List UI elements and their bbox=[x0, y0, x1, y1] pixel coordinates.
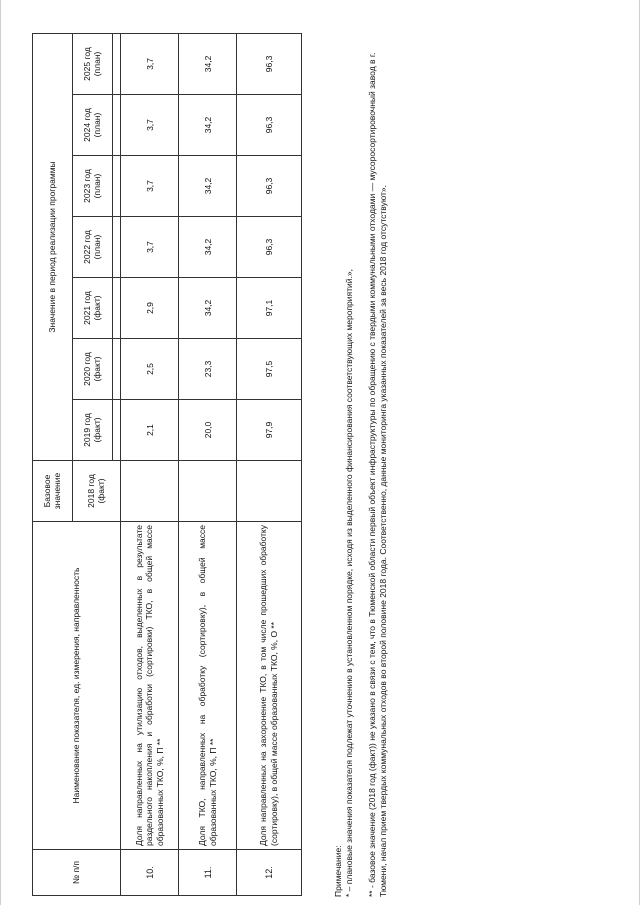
header-indicator-name: Наименование показателя, ед. измерения, направленность bbox=[33, 522, 121, 850]
header-year-2021: 2021 год (факт) bbox=[73, 278, 113, 339]
value-2018 bbox=[121, 461, 179, 522]
value-2022: 34,2 bbox=[179, 217, 237, 278]
value-2020: 97,5 bbox=[237, 339, 302, 400]
header-base-value: Базовое значение bbox=[33, 461, 73, 522]
value-2019: 97,9 bbox=[237, 400, 302, 461]
value-2020: 23,3 bbox=[179, 339, 237, 400]
value-2022: 3,7 bbox=[121, 217, 179, 278]
value-2023: 96,3 bbox=[237, 156, 302, 217]
header-year-2019: 2019 год (факт) bbox=[73, 400, 113, 461]
header-number: № п/п bbox=[33, 850, 121, 896]
value-2020: 2,5 bbox=[121, 339, 179, 400]
value-2019: 2,1 bbox=[121, 400, 179, 461]
footnote-base-value: ** - базовое значение (2018 год (факт)) не указано в связи с тем, что в Тюменской области первый объект инфраструктуры по обращению с твердыми коммунальными отходами — мусоросортировочный завод в г. Тюмени, начал прием твердых коммунальных отходов во второй половине 2018 года. Соответственно, данные мониторинга указанных показателей за весь 2018 год отсутствуют». bbox=[367, 52, 388, 897]
notes-title: Примечание: bbox=[333, 845, 343, 897]
header-year-2024: 2024 год (план) bbox=[73, 95, 113, 156]
value-2023: 3,7 bbox=[121, 156, 179, 217]
value-2025: 34,2 bbox=[179, 33, 237, 94]
row-number: 11. bbox=[179, 850, 237, 896]
value-2022: 96,3 bbox=[237, 217, 302, 278]
value-2025: 96,3 bbox=[237, 33, 302, 94]
header-year-2025: 2025 год (план) bbox=[73, 33, 113, 94]
value-2023: 34,2 bbox=[179, 156, 237, 217]
value-2024: 3,7 bbox=[121, 95, 179, 156]
footnote-plan-values: * – плановые значения показателя подлежат уточнению в установленном порядке, исходя из выделенного финансирования соответствующих мероприятий.», bbox=[343, 269, 354, 897]
indicator-name: Доля направленных на захоронение ТКО, в том числе прошедших обработку (сортировку), в общей массе образованных ТКО, %, О ** bbox=[237, 522, 302, 850]
header-program-period: Значение в период реализации программы bbox=[33, 33, 73, 460]
value-2025: 3,7 bbox=[121, 33, 179, 94]
notes-block bbox=[333, 37, 389, 897]
value-2018 bbox=[179, 461, 237, 522]
table-row bbox=[237, 33, 302, 895]
row-number: 10. bbox=[121, 850, 179, 896]
value-2024: 34,2 bbox=[179, 95, 237, 156]
header-year-2018: 2018 год (факт) bbox=[73, 461, 121, 522]
value-2021: 97,1 bbox=[237, 278, 302, 339]
value-2024: 96,3 bbox=[237, 95, 302, 156]
value-2018 bbox=[237, 461, 302, 522]
table-row bbox=[121, 33, 179, 895]
indicator-name: Доля направленных на утилизацию отходов, выделенных в результате раздельного накопления и обработки (сортировки) ТКО, в общей массе образованных ТКО, %, П ** bbox=[121, 522, 179, 850]
value-2021: 34,2 bbox=[179, 278, 237, 339]
header-year-2022: 2022 год (план) bbox=[73, 217, 113, 278]
header-year-2020: 2020 год (факт) bbox=[73, 339, 113, 400]
header-year-2023: 2023 год (план) bbox=[73, 156, 113, 217]
row-number: 12. bbox=[237, 850, 302, 896]
indicator-name: Доля ТКО, направленных на обработку (сортировку), в общей массе образованных ТКО, %, П ** bbox=[179, 522, 237, 850]
value-2021: 2,9 bbox=[121, 278, 179, 339]
value-2019: 20,0 bbox=[179, 400, 237, 461]
table-row bbox=[179, 33, 237, 895]
indicators-table bbox=[32, 33, 302, 896]
